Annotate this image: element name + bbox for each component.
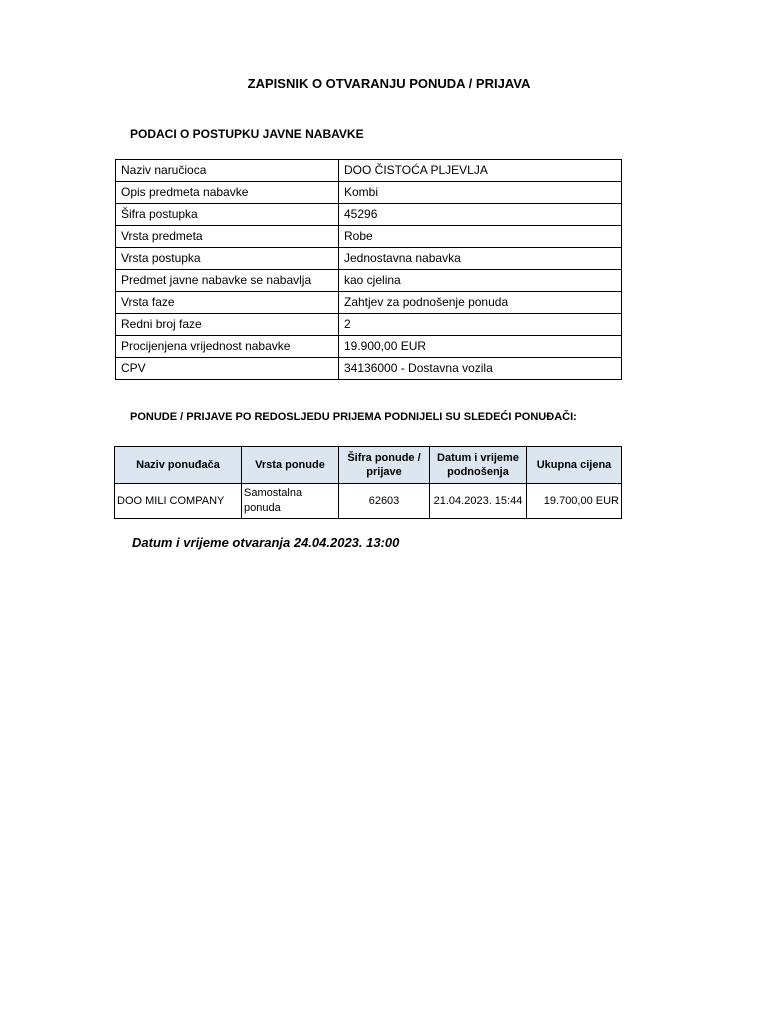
info-value: 34136000 - Dostavna vozila	[339, 358, 622, 380]
column-header-offer-type: Vrsta ponude	[242, 447, 339, 484]
table-row	[116, 292, 622, 314]
info-label: Vrsta postupka	[116, 248, 339, 270]
offer-type: Samostalna ponuda	[242, 484, 339, 519]
procedure-info-table	[115, 159, 622, 380]
table-row	[116, 358, 622, 380]
info-value: 2	[339, 314, 622, 336]
info-label: Procijenjena vrijednost nabavke	[116, 336, 339, 358]
info-value: kao cjelina	[339, 270, 622, 292]
document-title: ZAPISNIK O OTVARANJU PONUDA / PRIJAVA	[247, 76, 531, 91]
column-header-offer-code: Šifra ponude / prijave	[339, 447, 430, 484]
info-value: 45296	[339, 204, 622, 226]
column-header-bidder: Naziv ponuđača	[115, 447, 242, 484]
info-label: Opis predmeta nabavke	[116, 182, 339, 204]
table-row	[116, 226, 622, 248]
table-row	[116, 336, 622, 358]
info-label: Predmet javne nabavke se nabavlja	[116, 270, 339, 292]
info-label: Naziv naručioca	[116, 160, 339, 182]
info-label: Vrsta predmeta	[116, 226, 339, 248]
offer-code: 62603	[339, 484, 430, 519]
opening-datetime: Datum i vrijeme otvaranja 24.04.2023. 13:00	[132, 535, 400, 550]
table-row	[116, 248, 622, 270]
info-value: 19.900,00 EUR	[339, 336, 622, 358]
offers-table	[114, 446, 622, 519]
info-label: Šifra postupka	[116, 204, 339, 226]
info-label: Vrsta faze	[116, 292, 339, 314]
submission-datetime: 21.04.2023. 15:44	[430, 484, 527, 519]
column-header-submitted: Datum i vrijeme podnošenja	[430, 447, 527, 484]
info-value: Robe	[339, 226, 622, 248]
info-label: Redni broj faze	[116, 314, 339, 336]
table-row	[116, 182, 622, 204]
table-row	[115, 484, 622, 519]
table-row	[116, 204, 622, 226]
bidder-name: DOO MILI COMPANY	[115, 484, 242, 519]
info-value: Jednostavna nabavka	[339, 248, 622, 270]
procedure-section-heading: PODACI O POSTUPKU JAVNE NABAVKE	[130, 127, 364, 141]
total-price: 19.700,00 EUR	[527, 484, 622, 519]
table-row	[116, 270, 622, 292]
table-row	[116, 314, 622, 336]
info-value: Zahtjev za podnošenje ponuda	[339, 292, 622, 314]
column-header-total: Ukupna cijena	[527, 447, 622, 484]
table-header-row	[115, 447, 622, 484]
table-row	[116, 160, 622, 182]
info-value: Kombi	[339, 182, 622, 204]
offers-section-heading: PONUDE / PRIJAVE PO REDOSLJEDU PRIJEMA PODNIJELI SU SLEDEĆI PONUĐAČI:	[130, 411, 577, 423]
info-label: CPV	[116, 358, 339, 380]
info-value: DOO ČISTOĆA PLJEVLJA	[339, 160, 622, 182]
